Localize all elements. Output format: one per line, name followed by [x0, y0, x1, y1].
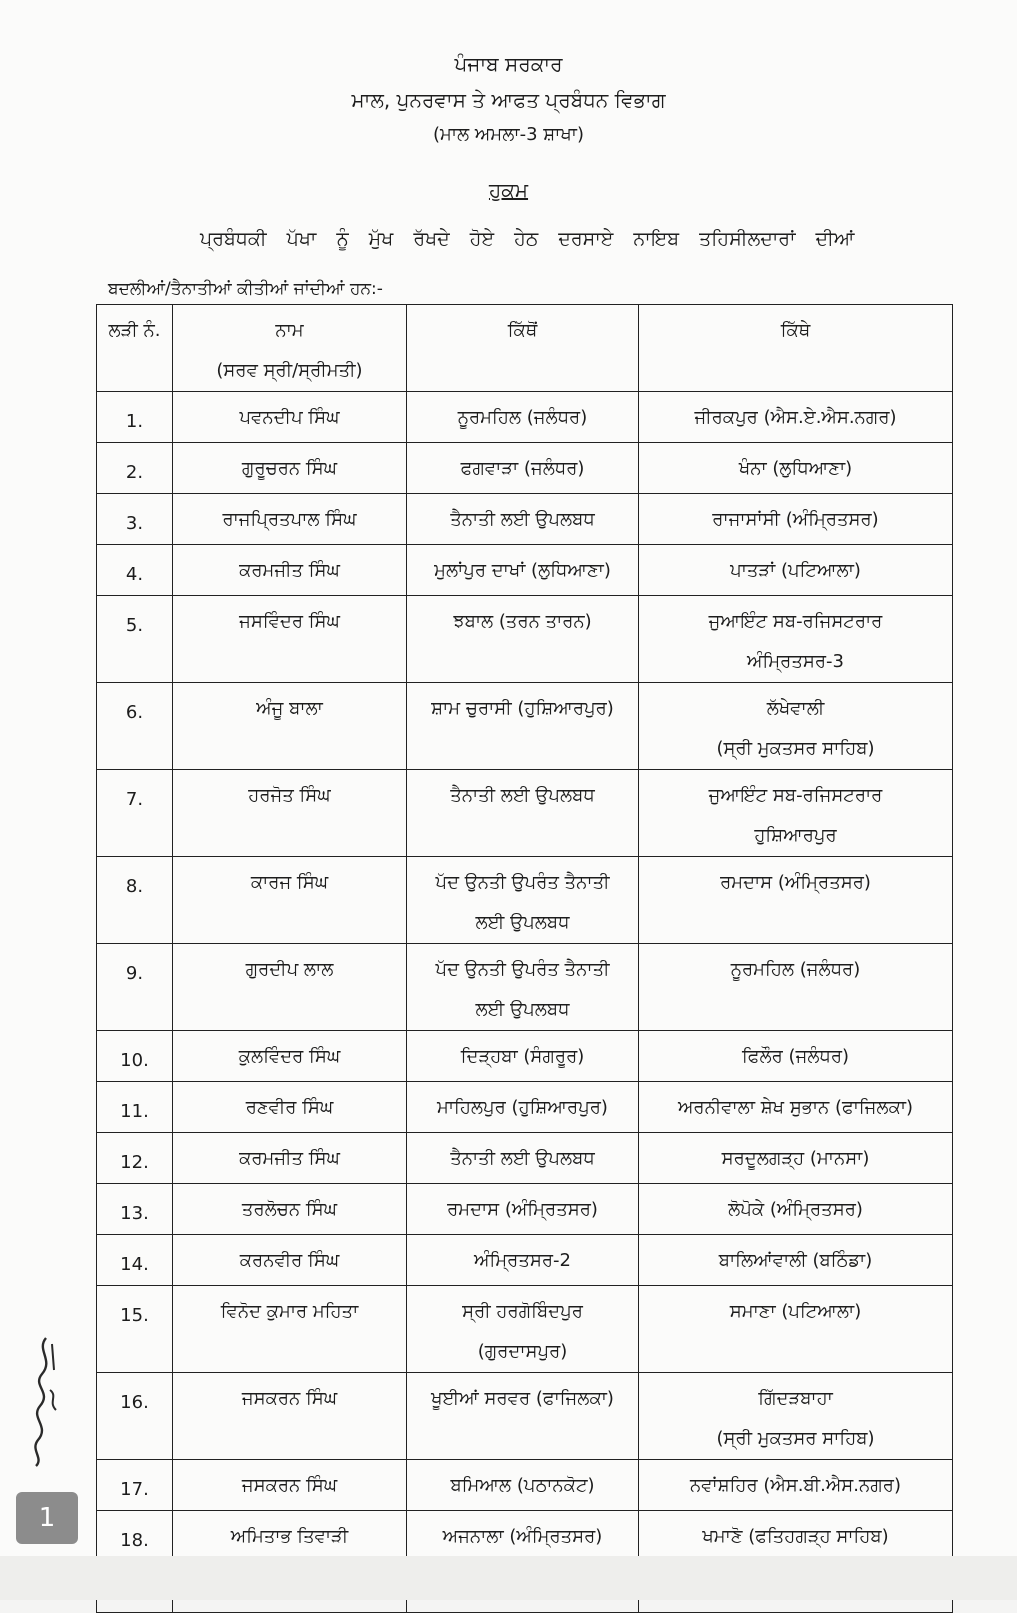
to-line: ਖੰਨਾ (ਲੁਧਿਆਣਾ) [738, 458, 853, 479]
from-line: ਲਈ ਉਪਲਬਧ [475, 999, 570, 1020]
to-cell [639, 1373, 953, 1460]
to-line: ਗਿੱਦੜਬਾਹਾ [758, 1388, 833, 1409]
from-cell [407, 1031, 639, 1082]
serial-cell: 7. [97, 770, 173, 857]
to-line: ਜੁਆਇੰਟ ਸਬ-ਰਜਿਸਟਰਾਰ [708, 785, 883, 806]
to-cell [639, 683, 953, 770]
table-row [97, 1082, 953, 1133]
table-row [97, 494, 953, 545]
from-cell [407, 494, 639, 545]
to-cell [639, 545, 953, 596]
department-heading: ਮਾਲ, ਪੁਨਰਵਾਸ ਤੇ ਆਫਤ ਪ੍ਰਬੰਧਨ ਵਿਭਾਗ [351, 88, 666, 112]
serial-cell: 4. [97, 545, 173, 596]
to-line: ਹੁਸ਼ਿਆਰਪੁਰ [754, 825, 837, 846]
to-line: ਖਮਾਣੋ (ਫਤਿਹਗੜ੍ਹ ਸਾਹਿਬ) [702, 1526, 889, 1547]
from-line: ਤੈਨਾਤੀ ਲਈ ਉਪਲਬਧ [450, 509, 595, 530]
from-line: ਖੂਈਆਂ ਸਰਵਰ (ਫਾਜਿਲਕਾ) [431, 1388, 614, 1409]
name-cell: ਪਵਨਦੀਪ ਸਿੰਘ [173, 392, 407, 443]
to-cell [639, 944, 953, 1031]
name-cell: ਕਰਮਜੀਤ ਸਿੰਘ [173, 545, 407, 596]
name-cell: ਅਮਿਤਾਭ ਤਿਵਾੜੀ [173, 1511, 407, 1562]
from-cell [407, 944, 639, 1031]
table-row [97, 1133, 953, 1184]
name-header-sub: (ਸਰਵ ਸ੍ਰੀ/ਸ੍ਰੀਮਤੀ) [216, 360, 363, 381]
name-cell: ਹਰਜੋਤ ਸਿੰਘ [173, 770, 407, 857]
to-line: ਨੂਰਮਹਿਲ (ਜਲੰਧਰ) [730, 959, 861, 980]
table-row [97, 1031, 953, 1082]
serial-cell: 6. [97, 683, 173, 770]
from-line: ਦਿੜ੍ਹਬਾ (ਸੰਗਰੂਰ) [460, 1046, 585, 1067]
from-line: ਨੂਰਮਹਿਲ (ਜਲੰਧਰ) [457, 407, 588, 428]
to-cell [639, 443, 953, 494]
page-number-badge[interactable]: 1 [16, 1492, 78, 1544]
from-line: ਝਬਾਲ (ਤਰਨ ਤਾਰਨ) [453, 611, 592, 632]
to-line: (ਸ੍ਰੀ ਮੁਕਤਸਰ ਸਾਹਿਬ) [716, 1428, 875, 1449]
to-cell [639, 1082, 953, 1133]
from-cell [407, 392, 639, 443]
serial-cell: 17. [97, 1460, 173, 1511]
from-line: ਸ਼ਾਮ ਚੁਰਾਸੀ (ਹੁਸ਼ਿਆਰਪੁਰ) [431, 698, 614, 719]
table-row [97, 1460, 953, 1511]
order-title: ਹੁਕਮ [488, 178, 529, 202]
to-cell [639, 1235, 953, 1286]
serial-cell: 5. [97, 596, 173, 683]
table-row [97, 545, 953, 596]
to-line: ਸਰਦੂਲਗੜ੍ਹ (ਮਾਨਸਾ) [721, 1148, 870, 1169]
name-cell: ਕਾਰਜ ਸਿੰਘ [173, 857, 407, 944]
viewer-bottom-bar [0, 1556, 1017, 1600]
name-cell: ਗੁਰਦੀਪ ਲਾਲ [173, 944, 407, 1031]
to-cell [639, 1286, 953, 1373]
to-cell [639, 392, 953, 443]
name-cell: ਤਰਲੋਚਨ ਸਿੰਘ [173, 1184, 407, 1235]
from-header: ਕਿੱਥੋਂ [407, 305, 639, 392]
from-cell [407, 1286, 639, 1373]
name-cell: ਗੁਰੂਚਰਨ ਸਿੰਘ [173, 443, 407, 494]
serial-cell: 16. [97, 1373, 173, 1460]
to-cell [639, 770, 953, 857]
name-cell: ਅੰਜੂ ਬਾਲਾ [173, 683, 407, 770]
name-cell: ਜਸਕਰਨ ਸਿੰਘ [173, 1460, 407, 1511]
name-cell: ਵਿਨੋਦ ਕੁਮਾਰ ਮਹਿਤਾ [173, 1286, 407, 1373]
table-row [97, 770, 953, 857]
name-cell: ਕੁਲਵਿੰਦਰ ਸਿੰਘ [173, 1031, 407, 1082]
table-body [97, 392, 953, 1613]
table-row [97, 1235, 953, 1286]
from-cell [407, 1460, 639, 1511]
to-cell [639, 1031, 953, 1082]
to-cell [639, 1460, 953, 1511]
table-row [97, 392, 953, 443]
name-cell: ਕਰਮਜੀਤ ਸਿੰਘ [173, 1133, 407, 1184]
serial-cell: 14. [97, 1235, 173, 1286]
from-cell [407, 1373, 639, 1460]
to-line: ਫਿਲੌਰ (ਜਲੰਧਰ) [741, 1046, 850, 1067]
serial-cell: 8. [97, 857, 173, 944]
to-cell [639, 1511, 953, 1562]
from-cell [407, 683, 639, 770]
from-line: ਲਈ ਉਪਲਬਧ [475, 912, 570, 933]
serial-cell: 13. [97, 1184, 173, 1235]
to-line: ਜੁਆਇੰਟ ਸਬ-ਰਜਿਸਟਰਾਰ [708, 611, 883, 632]
table-row [97, 1511, 953, 1562]
from-line: ਅਜਨਾਲਾ (ਅੰਮ੍ਰਿਤਸਰ) [442, 1526, 603, 1547]
intro-line-2: ਬਦਲੀਆਂ/ਤੈਨਾਤੀਆਂ ਕੀਤੀਆਂ ਜਾਂਦੀਆਂ ਹਨ:- [108, 279, 383, 299]
from-line: ਪੱਦ ਉਨਤੀ ਉਪਰੰਤ ਤੈਨਾਤੀ [435, 959, 610, 980]
from-line: ਮਾਹਿਲਪੁਰ (ਹੁਸ਼ਿਆਰਪੁਰ) [437, 1097, 608, 1118]
serial-cell: 15. [97, 1286, 173, 1373]
table-row [97, 857, 953, 944]
from-line: ਪੱਦ ਉਨਤੀ ਉਪਰੰਤ ਤੈਨਾਤੀ [435, 872, 610, 893]
from-line: ਤੈਨਾਤੀ ਲਈ ਉਪਲਬਧ [450, 1148, 595, 1169]
to-cell [639, 596, 953, 683]
to-line: ਸਮਾਣਾ (ਪਟਿਆਲਾ) [729, 1301, 862, 1322]
from-cell [407, 1133, 639, 1184]
from-cell [407, 545, 639, 596]
from-cell [407, 857, 639, 944]
serial-cell: 2. [97, 443, 173, 494]
from-line: ਫਗਵਾੜਾ (ਜਲੰਧਰ) [460, 458, 585, 479]
from-line: ਮੁਲਾਂਪੁਰ ਦਾਖਾਂ (ਲੁਧਿਆਣਾ) [434, 560, 611, 581]
table-row [97, 944, 953, 1031]
from-cell [407, 1511, 639, 1562]
name-cell: ਜਸਕਰਨ ਸਿੰਘ [173, 1373, 407, 1460]
table-row [97, 596, 953, 683]
from-line: ਸ੍ਰੀ ਹਰਗੋਬਿੰਦਪੁਰ [462, 1301, 583, 1322]
table-row [97, 443, 953, 494]
from-cell [407, 1184, 639, 1235]
to-cell [639, 1133, 953, 1184]
serial-cell: 1. [97, 392, 173, 443]
transfer-table [96, 304, 953, 1613]
handwritten-signature [14, 1330, 64, 1470]
serial-cell: 11. [97, 1082, 173, 1133]
to-line: ਜੀਰਕਪੁਰ (ਐਸ.ਏ.ਐਸ.ਨਗਰ) [694, 407, 897, 428]
to-line: ਅੰਮ੍ਰਿਤਸਰ-3 [747, 651, 844, 672]
table-row [97, 1184, 953, 1235]
from-line: ਰਮਦਾਸ (ਅੰਮ੍ਰਿਤਸਰ) [447, 1199, 598, 1220]
to-line: ਲੱਖੇਵਾਲੀ [766, 698, 825, 719]
from-line: ਬਮਿਆਲ (ਪਠਾਨਕੋਟ) [450, 1475, 595, 1496]
from-cell [407, 1235, 639, 1286]
name-header-label: ਨਾਮ [275, 320, 304, 341]
government-heading: ਪੰਜਾਬ ਸਰਕਾਰ [454, 52, 563, 76]
from-cell [407, 770, 639, 857]
serial-cell: 3. [97, 494, 173, 545]
serial-cell: 18. [97, 1511, 173, 1562]
table-row [97, 683, 953, 770]
to-cell [639, 1184, 953, 1235]
serial-header: ਲੜੀ ਨੰ. [97, 305, 173, 392]
serial-cell: 10. [97, 1031, 173, 1082]
branch-heading: (ਮਾਲ ਅਮਲਾ-3 ਸ਼ਾਖਾ) [433, 124, 584, 145]
to-line: (ਸ੍ਰੀ ਮੁਕਤਸਰ ਸਾਹਿਬ) [716, 738, 875, 759]
to-line: ਅਰਨੀਵਾਲਾ ਸ਼ੇਖ ਸੁਭਾਨ (ਫਾਜਿਲਕਾ) [677, 1097, 914, 1118]
to-cell [639, 494, 953, 545]
from-cell [407, 1082, 639, 1133]
to-line: ਰਾਜਾਸਾਂਸੀ (ਅੰਮ੍ਰਿਤਸਰ) [712, 509, 879, 530]
table-row [97, 1373, 953, 1460]
to-cell [639, 857, 953, 944]
name-cell: ਰਣਵੀਰ ਸਿੰਘ [173, 1082, 407, 1133]
table-row [97, 1286, 953, 1373]
intro-line-1: ਪ੍ਰਬੰਧਕੀ ਪੱਖਾ ਨੂੰ ਮੁੱਖ ਰੱਖਦੇ ਹੋਏ ਹੇਠ ਦਰਸਾਏ ਨਾਇਬ ਤਹਿਸੀਲਦਾਰਾਂ ਦੀਆਂ [200, 228, 855, 250]
to-line: ਬਾਲਿਆਂਵਾਲੀ (ਬਠਿੰਡਾ) [718, 1250, 873, 1271]
from-line: ਤੈਨਾਤੀ ਲਈ ਉਪਲਬਧ [450, 785, 595, 806]
name-cell: ਰਾਜਪ੍ਰਿਤਪਾਲ ਸਿੰਘ [173, 494, 407, 545]
to-line: ਨਵਾਂਸ਼ਹਿਰ (ਐਸ.ਬੀ.ਐਸ.ਨਗਰ) [690, 1475, 901, 1496]
name-cell: ਜਸਵਿੰਦਰ ਸਿੰਘ [173, 596, 407, 683]
serial-cell: 9. [97, 944, 173, 1031]
from-line: (ਗੁਰਦਾਸਪੁਰ) [477, 1341, 568, 1362]
from-cell [407, 596, 639, 683]
serial-cell: 12. [97, 1133, 173, 1184]
to-line: ਪਾਤੜਾਂ (ਪਟਿਆਲਾ) [730, 560, 861, 581]
name-cell: ਕਰਨਵੀਰ ਸਿੰਘ [173, 1235, 407, 1286]
name-header [173, 305, 407, 392]
from-line: ਅੰਮ੍ਰਿਤਸਰ-2 [474, 1250, 571, 1271]
to-header: ਕਿੱਥੇ [639, 305, 953, 392]
table-header-row [97, 305, 953, 392]
to-line: ਲੋਪੋਕੇ (ਅੰਮ੍ਰਿਤਸਰ) [728, 1199, 863, 1220]
from-cell [407, 443, 639, 494]
to-line: ਰਮਦਾਸ (ਅੰਮ੍ਰਿਤਸਰ) [720, 872, 871, 893]
